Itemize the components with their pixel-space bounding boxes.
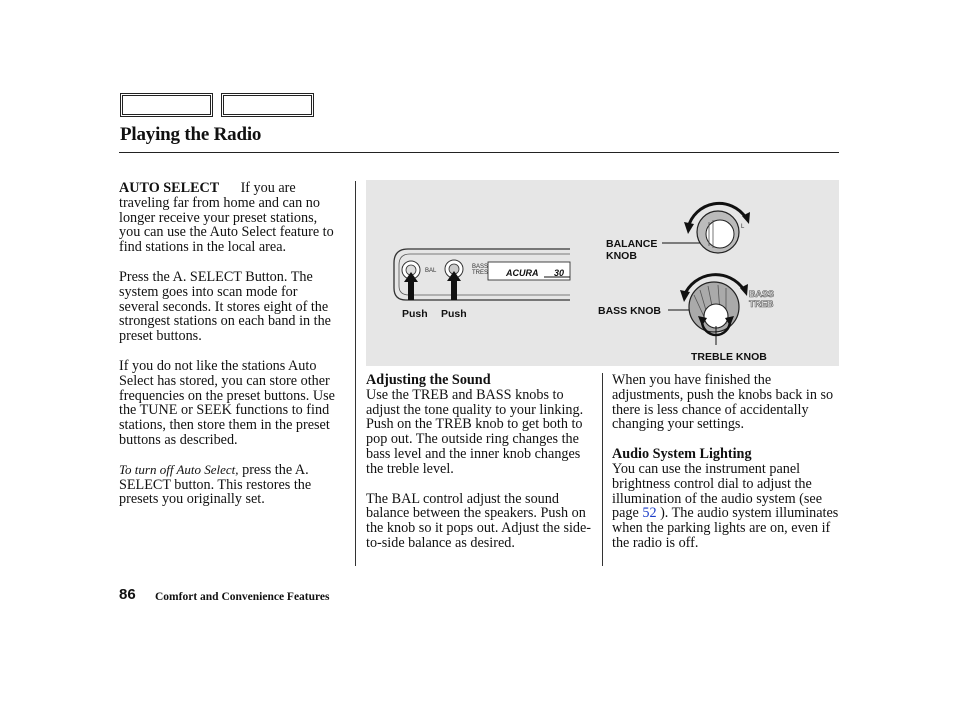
page-number: 86 (119, 586, 136, 603)
panel-bal-text: BAL (425, 268, 437, 274)
balance-knob (684, 203, 750, 253)
svg-text:L: L (741, 224, 745, 230)
column-divider-left (355, 181, 356, 566)
title-divider (119, 152, 839, 153)
left-column (119, 181, 341, 507)
radio-illustration (366, 180, 839, 366)
balance-label-line2: KNOB (606, 250, 637, 262)
turn-off-italic: To turn off Auto Select, (119, 461, 239, 477)
radio-faceplate (394, 249, 570, 300)
finished-adjustments-body: When you have finished the adjustments, push the knobs back in so there is less chance of accidentally changing your settings. (612, 372, 834, 433)
auto-select-heading: AUTO SELECT (119, 180, 220, 196)
panel-tres-text: TRES (472, 270, 489, 276)
audio-lighting-heading: Audio System Lighting (612, 446, 752, 463)
balance-label-line1: BALANCE (606, 238, 658, 250)
auto-select-press: Press the A. SELECT Button. The system goes into scan mode for several seconds. It stores eight of the strongest stations on each band in the preset buttons. (119, 268, 331, 345)
treble-knob-label: TREBLE KNOB (691, 351, 767, 363)
nav-next-button[interactable] (221, 93, 314, 117)
page-title: Playing the Radio (120, 124, 262, 145)
radio-figure (366, 180, 839, 366)
auto-select-intro: If you are traveling far from home and can no longer receive your preset stations, you can use the Auto Select feature to find stations in the local area. (119, 180, 334, 256)
section-name: Comfort and Convenience Features (155, 591, 330, 603)
audio-lighting-body-start: You can use the instrument panel brightness control dial to adjust the illumination of the audio system (see page (612, 460, 823, 522)
panel-brand: ACURA (506, 268, 539, 278)
balance-control-body: The BAL control adjust the sound balance between the speakers. Push on the knob so it pops out. Adjust the side-to-side balance as desired. (366, 490, 592, 551)
nav-prev-button[interactable] (120, 93, 213, 117)
column-divider-right (602, 373, 603, 566)
audio-lighting-body-end: ). The audio system illuminates when the parking lights are on, even if the radio is off. (612, 505, 839, 551)
knob-treb-text: TREB (749, 299, 774, 309)
auto-select-store: If you do not like the stations Auto Select has stored, you can store other frequencies on the preset buttons. Use the TUNE or SEEK functions to find stations, then store them in the preset buttons as described. (119, 357, 335, 448)
adjusting-sound-heading: Adjusting the Sound (366, 372, 491, 388)
turn-off-body: press the A. SELECT button. This restores the presets you originally set. (119, 461, 312, 508)
knob-bass-text: BASS (749, 289, 775, 299)
middle-column (366, 373, 596, 551)
adjusting-sound-body: Use the TREB and BASS knobs to adjust the tone quality to your linking. Push on the TREB knob to get both to pop out. The outside ring changes the bass level and the inner knob changes the treble level. (366, 386, 584, 477)
right-column (612, 373, 840, 551)
page-52-link[interactable]: 52 (642, 505, 657, 522)
panel-model: 30 (554, 268, 565, 278)
bass-knob-label: BASS KNOB (598, 305, 662, 317)
push-label-2: Push (441, 308, 467, 320)
panel-bass-text: BASS (472, 264, 489, 270)
push-label-1: Push (402, 308, 428, 320)
bass-treble-knob (680, 275, 774, 335)
